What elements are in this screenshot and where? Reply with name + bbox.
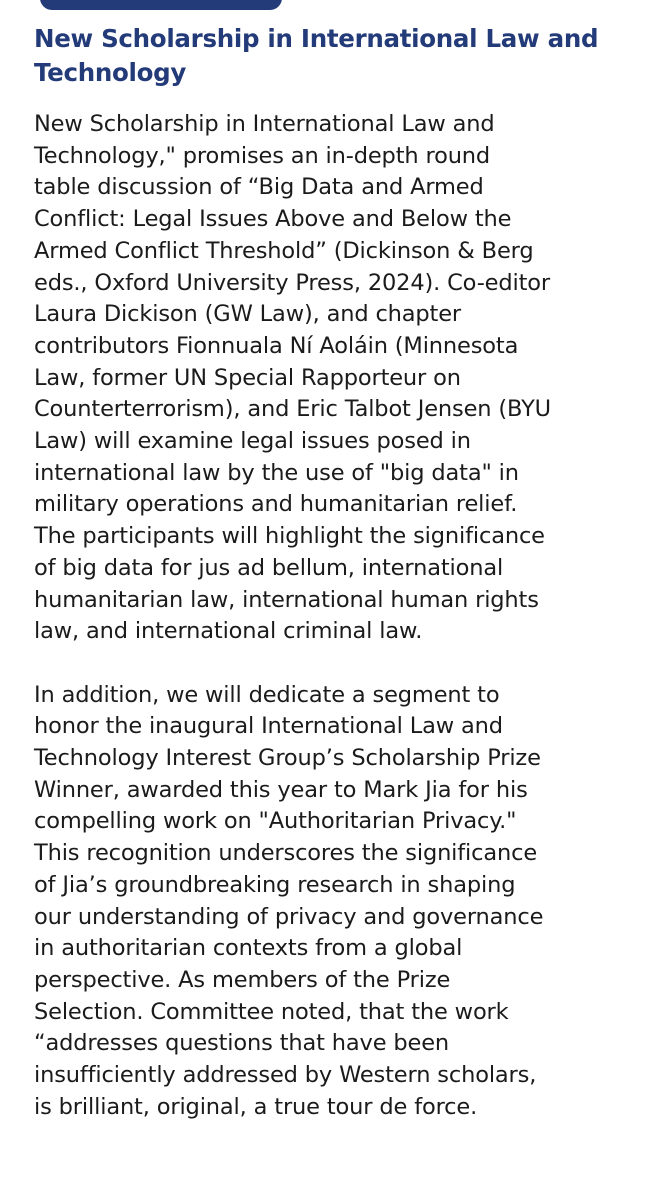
text-line: law, and international criminal law.	[34, 618, 423, 645]
paragraph-1	[34, 109, 660, 648]
text-line: contributors Fionnuala Ní Aoláin (Minnesota	[34, 332, 519, 359]
text-line: Counterterrorism), and Eric Talbot Jensen (BYU	[34, 396, 551, 423]
text-line: Conflict: Legal Issues Above and Below the	[34, 206, 512, 233]
text-line: “addresses questions that have been	[34, 1030, 450, 1057]
text-line: of Jia’s groundbreaking research in shaping	[34, 871, 516, 898]
text-line: insufficiently addressed by Western scholars,	[34, 1062, 537, 1089]
text-line: Laura Dickison (GW Law), and chapter	[34, 301, 462, 328]
text-line: honor the inaugural International Law and	[34, 713, 503, 740]
text-line: our understanding of privacy and governance	[34, 903, 544, 930]
text-line: This recognition underscores the significance	[34, 840, 538, 867]
text-line: international law by the use of "big data" in	[34, 459, 519, 486]
text-line: Technology Interest Group’s Scholarship Prize	[34, 745, 541, 772]
text-line: Selection. Committee noted, that the work	[34, 998, 509, 1025]
paragraph-2	[34, 680, 660, 1124]
text-line: is brilliant, original, a true tour de force.	[34, 1093, 478, 1120]
text-line: Law, former UN Special Rapporteur on	[34, 364, 461, 391]
text-line: The participants will highlight the significance	[34, 523, 545, 550]
text-line: Law) will examine legal issues posed in	[34, 428, 471, 455]
text-line: military operations and humanitarian relief.	[34, 491, 518, 518]
text-line: of big data for jus ad bellum, international	[34, 554, 504, 581]
text-line: Technology," promises an in-depth round	[34, 142, 491, 169]
text-line: Armed Conflict Threshold” (Dickinson & Berg	[34, 237, 534, 264]
text-line: table discussion of “Big Data and Armed	[34, 174, 484, 201]
text-line: eds., Oxford University Press, 2024). Co-editor	[34, 269, 550, 296]
text-line: compelling work on "Authoritarian Privacy."	[34, 808, 517, 835]
article-body	[34, 109, 660, 1123]
text-line: In addition, we will dedicate a segment to	[34, 681, 500, 708]
article-heading: New Scholarship in International Law and Technology	[34, 24, 599, 87]
text-line: Winner, awarded this year to Mark Jia for his	[34, 776, 528, 803]
text-line: New Scholarship in International Law and	[34, 111, 495, 137]
top-button[interactable]	[40, 0, 282, 10]
text-line: humanitarian law, international human rights	[34, 586, 539, 613]
text-line: perspective. As members of the Prize	[34, 966, 451, 993]
text-line: in authoritarian contexts from a global	[34, 935, 463, 962]
